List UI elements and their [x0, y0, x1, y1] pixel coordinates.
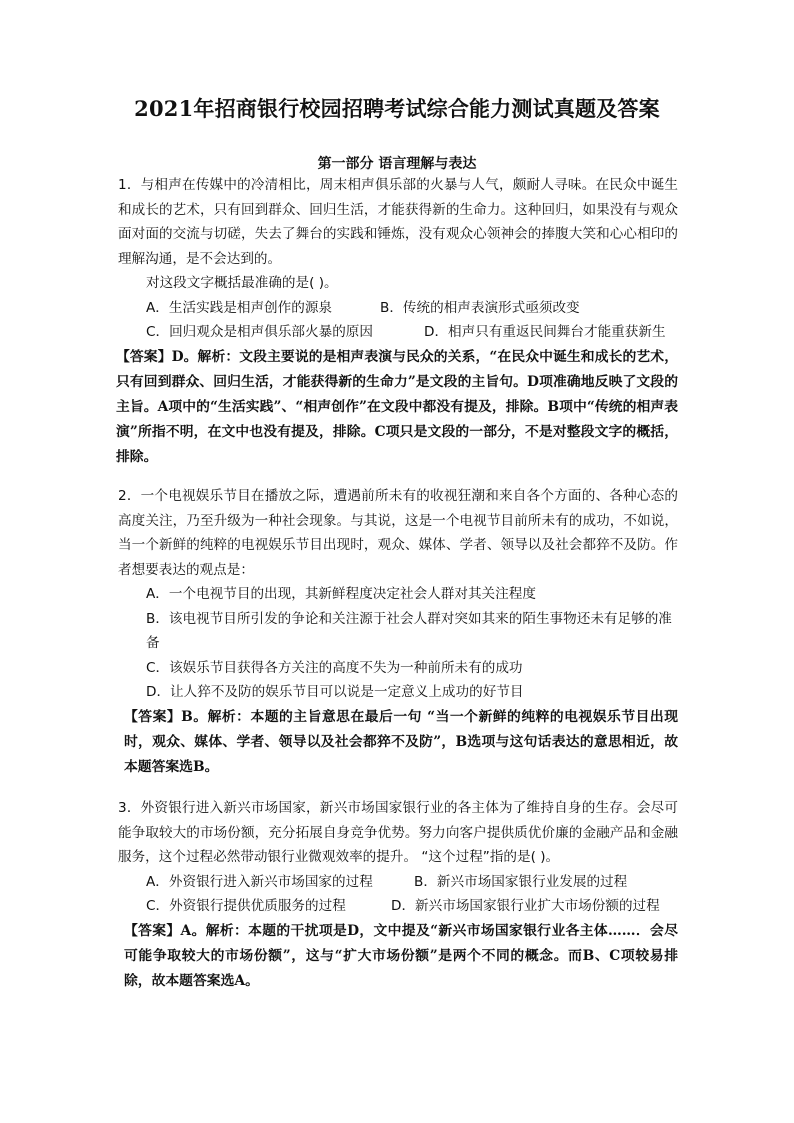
question-2-option-d: D．让人猝不及防的娱乐节目可以说是一定意义上成功的好节目	[146, 684, 524, 700]
question-3-options-cd	[118, 894, 678, 919]
question-1-option-d: D．相声只有重返民间舞台才能重获新生	[424, 324, 666, 340]
question-1-answer: 【答案】D。解析：文段主要说的是相声表演与民众的关系，“在民众中诞生和成长的艺术，只有回到群众、回归生活，才能获得新的生命力”是文段的主旨句。D项准确地反映了文段的主旨。A项中的“生活实践”、“相声创作”在文段中都没有提及，排除。B项中“传统的相声表演”所指不明，在文中也没有提及，排除。C项只是文段的一部分，不是对整段文字的概括，排除。	[116, 348, 678, 465]
question-3	[118, 796, 678, 994]
question-2-option-b-text: B．该电视节目所引发的争论和关注源于社会人群对突如其来的陌生事物还未有足够的准备	[146, 610, 672, 651]
question-1-option-a: A．生活实践是相声创作的源泉	[146, 299, 333, 316]
question-2-option-b	[118, 607, 678, 656]
section-heading: 第一部分 语言理解与表达	[317, 156, 477, 172]
question-2	[118, 484, 678, 780]
question-1-stem: 1．与相声在传媒中的冷清相比，周末相声俱乐部的火暴与人气，颇耐人寻味。在民众中诞生和成长的艺术，只有回到群众、回归生活，才能获得新的生命力。这种回归，如果没有与观众面对面的交流与切磋，失去了舞台的实践和锤炼，没有观众心领神会的捧腹大笑和心心相印的理解沟通，是不会达到的。	[118, 177, 678, 267]
question-3-option-c: C．外资银行提供优质服务的过程	[146, 898, 346, 914]
question-3-option-a: A．外资银行进入新兴市场国家的过程	[146, 873, 373, 890]
document-title: 2021年招商银行校园招聘考试综合能力测试真题及答案	[134, 96, 660, 121]
question-1-option-c: C．回归观众是相声俱乐部火暴的原因	[146, 324, 373, 340]
question-2-option-c: C．该娱乐节目获得各方关注的高度不失为一种前所未有的成功	[146, 659, 523, 676]
question-2-option-a: A．一个电视节目的出现，其新鲜程度决定社会人群对其关注程度	[146, 586, 536, 602]
question-3-option-d: D．新兴市场国家银行业扩大市场份额的过程	[391, 898, 660, 914]
question-2-answer: 【答案】B。解析：本题的主旨意思在最后一句 “当一个新鲜的纯粹的电视娱乐节目出现时，观众、媒体、学者、领导以及社会都猝不及防”，B选项与这句话表达的意思相近，故本题答案选B。	[124, 708, 678, 775]
question-3-options-ab	[118, 870, 678, 895]
question-3-option-b: B．新兴市场国家银行业发展的过程	[414, 873, 628, 890]
question-1	[118, 173, 678, 470]
question-1-options-cd	[118, 320, 678, 345]
question-1-option-b: B．传统的相声表演形式亟须改变	[380, 299, 580, 316]
question-3-answer: 【答案】A。解析：本题的干扰项是D，文中提及“新兴市场国家银行业各主体……．会尽可能争取较大的市场份额”，这与“扩大市场份额”是两个不同的概念。而B、C项较易排除，故本题答案选A。	[124, 922, 678, 989]
question-1-prompt: 对这段文字概括最准确的是( )。	[146, 275, 338, 291]
question-1-options-ab	[118, 296, 678, 321]
question-3-stem: 3．外资银行进入新兴市场国家，新兴市场国家银行业的各主体为了维持自身的生存。会尽可能争取较大的市场份额，充分拓展自身竞争优势。努力向客户提供质优价廉的金融产品和金融服务，这个过程必然带动银行业微观效率的提升。 “这个过程”指的是( )。	[118, 800, 678, 865]
question-2-stem: 2．一个电视娱乐节目在播放之际，遭遇前所未有的收视狂潮和来自各个方面的、各种心态的高度关注，乃至升级为一种社会现象。与其说，这是一个电视节目前所未有的成功，不如说，当一个新鲜的纯粹的电视娱乐节目出现时，观众、媒体、学者、领导以及社会都猝不及防。作者想要表达的观点是：	[118, 488, 678, 578]
